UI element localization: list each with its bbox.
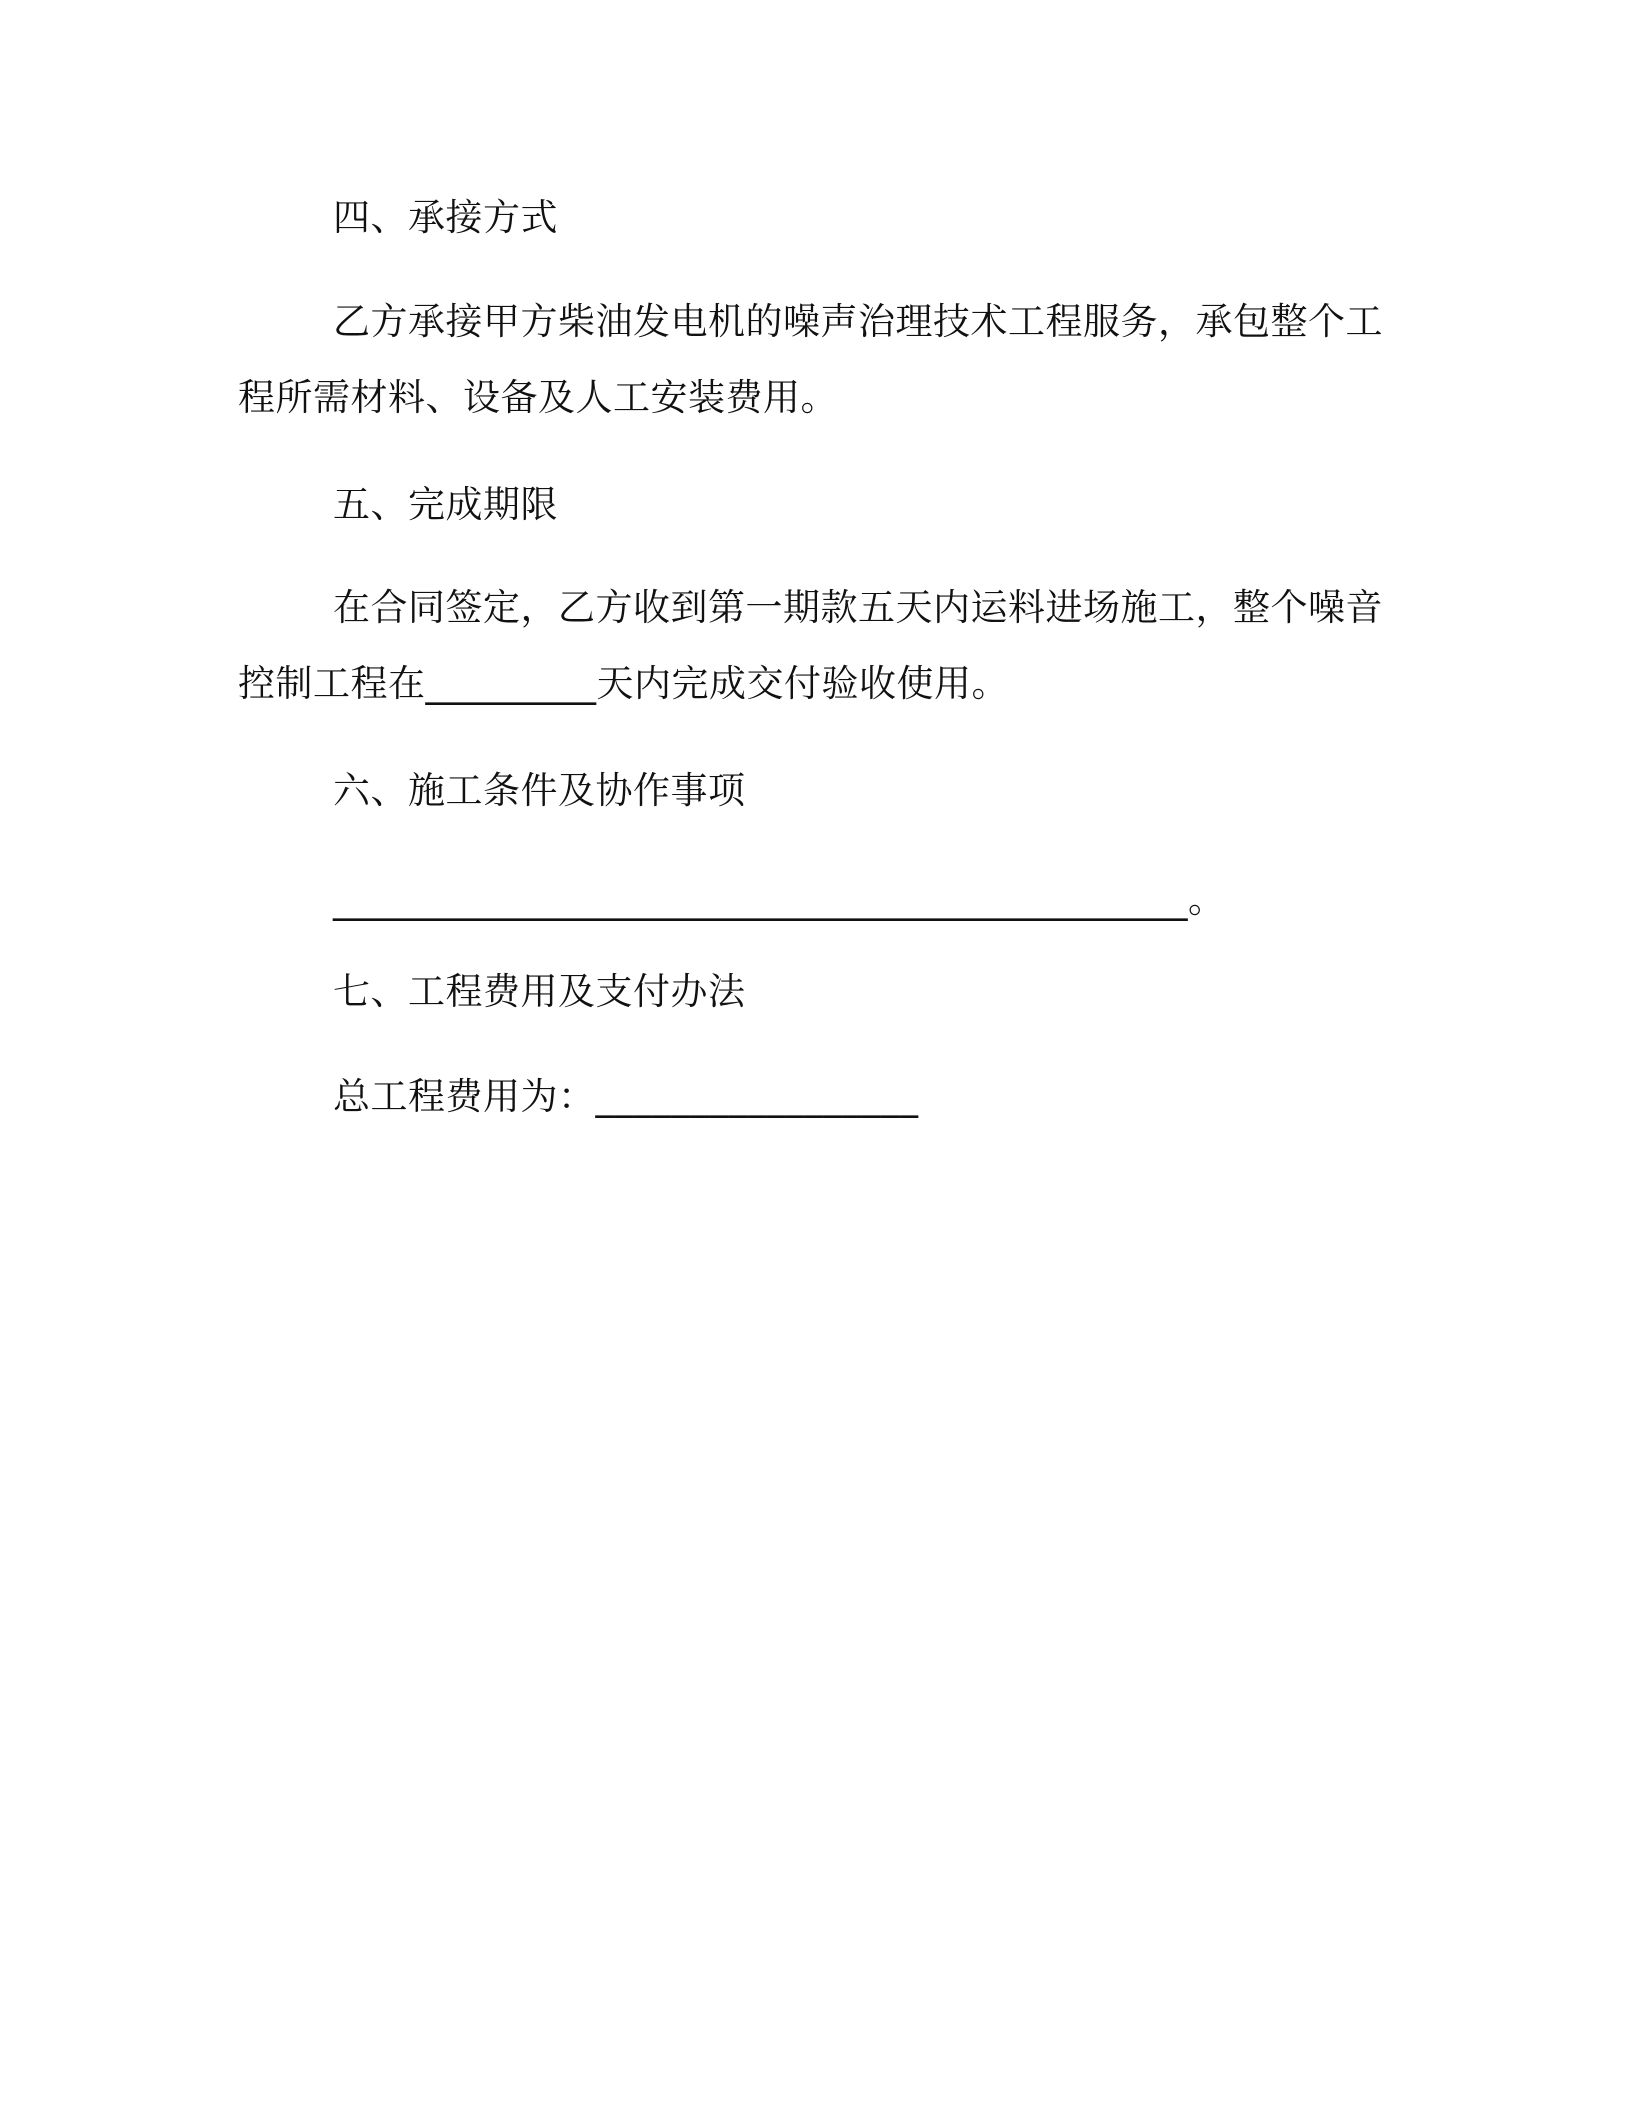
section-six-blank-line: _____________________________________________。	[333, 878, 1226, 921]
total-cost-line: 总工程费用为：_________________	[333, 1075, 919, 1118]
section-six-heading: 六、施工条件及协作事项	[333, 769, 746, 812]
section-four-body-line-1: 乙方承接甲方柴油发电机的噪声治理技术工程服务，承包整个工	[333, 300, 1383, 343]
section-five-body-line-1: 在合同签定，乙方收到第一期款五天内运料进场施工，整个噪音	[333, 586, 1383, 629]
section-five-heading: 五、完成期限	[333, 483, 558, 526]
section-seven-heading: 七、工程费用及支付办法	[333, 970, 746, 1013]
section-four-body-line-2: 程所需材料、设备及人工安装费用。	[238, 376, 838, 419]
section-five-body-line-2: 控制工程在_________天内完成交付验收使用。	[238, 662, 1009, 705]
section-four-heading: 四、承接方式	[333, 196, 558, 239]
